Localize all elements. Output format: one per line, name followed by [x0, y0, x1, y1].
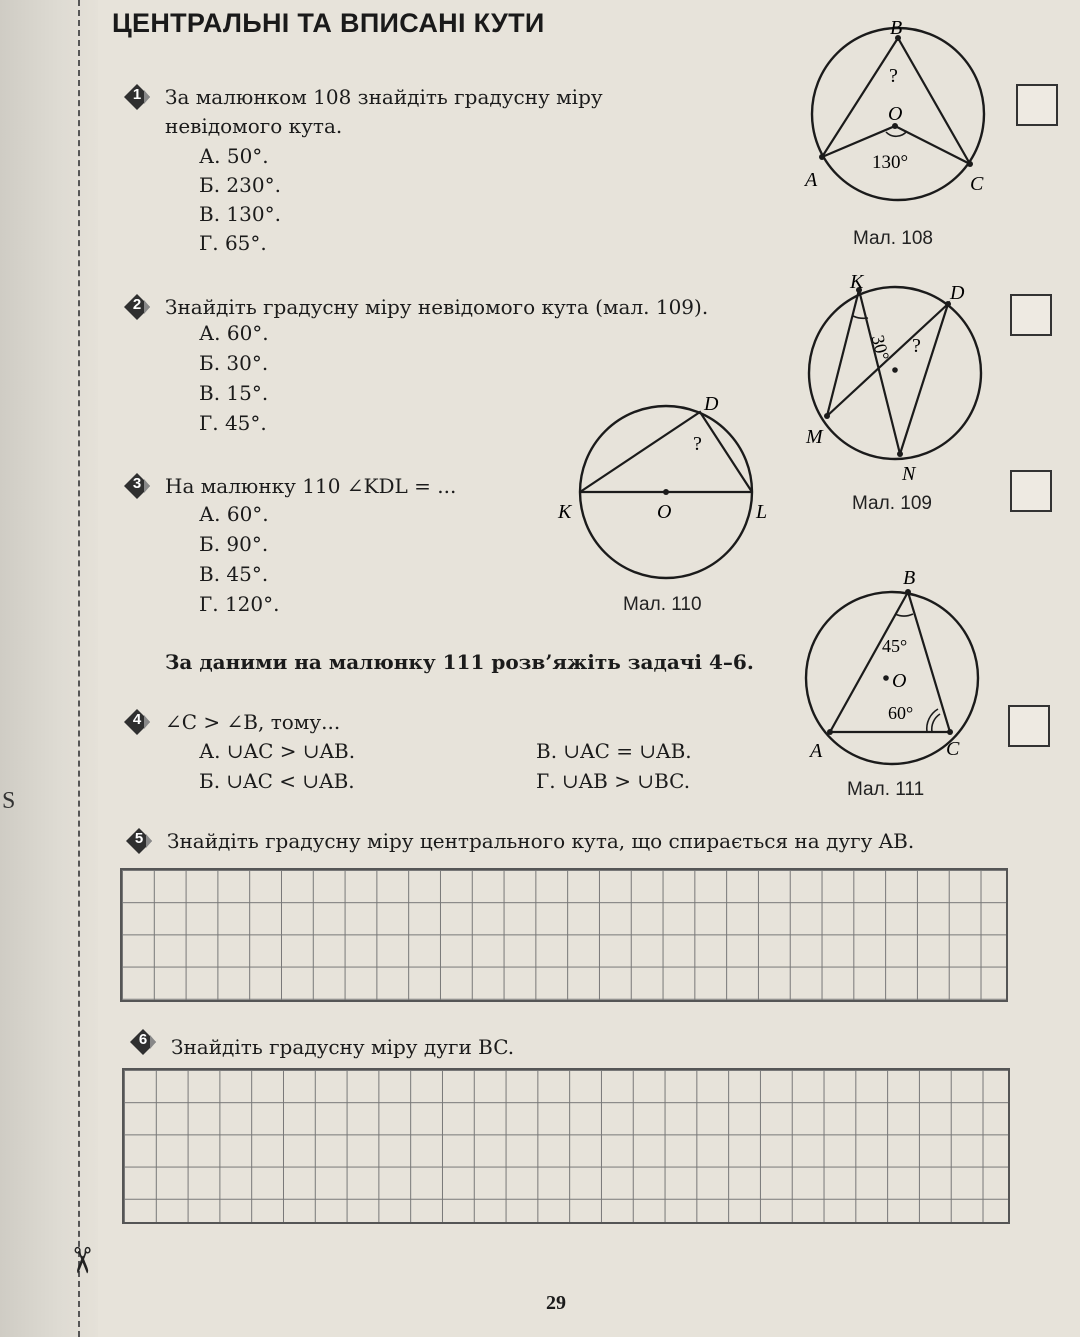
q3-option-d[interactable]: Г. 120°. — [199, 592, 280, 616]
q1-option-a[interactable]: А. 50°. — [199, 144, 269, 168]
q2-option-c[interactable]: В. 15°. — [199, 381, 269, 405]
question-5-text: Знайдіть градусну міру центрального кута, що спирається на дугу AB. — [167, 829, 915, 853]
fig108-label-angle: 130° — [872, 152, 909, 173]
fig111-label-angle-c: 60° — [888, 703, 914, 723]
q4-option-d[interactable]: Г. ∪AB > ∪BC. — [536, 769, 691, 793]
fig110-label-unknown: ? — [693, 433, 702, 455]
fig109-label-d: D — [950, 282, 965, 304]
question-1-text: За малюнком 108 знайдіть градусну міру — [165, 85, 603, 109]
fig111-label-b: B — [903, 567, 916, 589]
fig108-label-unknown: ? — [889, 65, 898, 87]
question-6-badge: 6 — [130, 1029, 156, 1055]
figure-109-caption: Мал. 109 — [852, 493, 932, 514]
q2-option-d[interactable]: Г. 45°. — [199, 411, 267, 435]
page-number: 29 — [546, 1292, 566, 1314]
q2-option-b[interactable]: Б. 30°. — [199, 351, 269, 375]
question-2-badge: 2 — [124, 294, 150, 320]
fig108-label-o: O — [888, 103, 903, 125]
q1-answer-box[interactable] — [1016, 84, 1058, 126]
fig111-label-o: O — [892, 670, 907, 692]
q2-answer-box[interactable] — [1010, 294, 1052, 336]
instruction-text: За даними на малюнку 111 розв’яжіть задачі 4–6. — [165, 650, 754, 674]
q6-answer-grid[interactable] — [122, 1068, 1010, 1224]
margin-mark: S — [2, 788, 16, 814]
question-3-badge: 3 — [124, 473, 150, 499]
q1-option-b[interactable]: Б. 230°. — [199, 173, 281, 197]
fig111-label-angle-b: 45° — [882, 636, 908, 656]
figure-108 — [800, 14, 1000, 214]
fig110-label-d: D — [704, 393, 719, 415]
fig108-label-a: A — [805, 169, 818, 191]
q2-option-a[interactable]: А. 60°. — [199, 321, 269, 345]
scissors-icon: ✂ — [60, 1245, 102, 1276]
fig110-label-k: K — [558, 501, 572, 523]
question-1-text-cont: невідомого кута. — [165, 114, 343, 138]
q4-option-a[interactable]: А. ∪AC > ∪AB. — [199, 739, 356, 763]
fig111-label-c: C — [946, 738, 960, 760]
fig111-label-a: A — [810, 740, 823, 762]
question-4-badge: 4 — [124, 709, 150, 735]
fig108-label-c: C — [970, 173, 984, 195]
q3-option-c[interactable]: В. 45°. — [199, 562, 269, 586]
figure-110-caption: Мал. 110 — [623, 594, 702, 615]
question-4-text: ∠C > ∠B, тому... — [165, 710, 341, 734]
question-1-badge: 1 — [124, 84, 150, 110]
q4-option-c[interactable]: В. ∪AC = ∪AB. — [536, 739, 692, 763]
fig109-label-m: M — [806, 426, 823, 448]
figure-111 — [800, 562, 990, 772]
fig109-label-n: N — [902, 463, 916, 485]
question-6-text: Знайдіть градусну міру дуги BC. — [171, 1035, 515, 1059]
page-title: ЦЕНТРАЛЬНІ ТА ВПИСАНІ КУТИ — [112, 8, 545, 38]
fig110-label-l: L — [756, 501, 768, 523]
fig109-label-angle: 30° — [867, 332, 894, 363]
question-5-badge: 5 — [126, 828, 152, 854]
q3-option-b[interactable]: Б. 90°. — [199, 532, 269, 556]
figure-110 — [550, 388, 790, 588]
question-2-text: Знайдіть градусну міру невідомого кута (мал. 109). — [165, 295, 709, 319]
q5-answer-grid[interactable] — [120, 868, 1008, 1002]
q3-answer-box[interactable] — [1010, 470, 1052, 512]
fig110-label-o: O — [657, 501, 672, 523]
q4-answer-box[interactable] — [1008, 705, 1050, 747]
q1-option-d[interactable]: Г. 65°. — [199, 231, 267, 255]
q4-option-b[interactable]: Б. ∪AC < ∪AB. — [199, 769, 355, 793]
fig108-label-b: B — [890, 17, 903, 39]
figure-109 — [800, 266, 990, 496]
page-margin — [0, 0, 98, 1337]
figure-111-caption: Мал. 111 — [847, 779, 925, 800]
q3-option-a[interactable]: А. 60°. — [199, 502, 269, 526]
figure-108-caption: Мал. 108 — [853, 228, 933, 249]
fig109-label-unknown: ? — [912, 335, 921, 357]
question-3-text: На малюнку 110 ∠KDL = ... — [165, 474, 457, 498]
cut-line — [78, 0, 80, 1337]
q1-option-c[interactable]: В. 130°. — [199, 202, 281, 226]
fig109-label-k: K — [850, 271, 864, 293]
